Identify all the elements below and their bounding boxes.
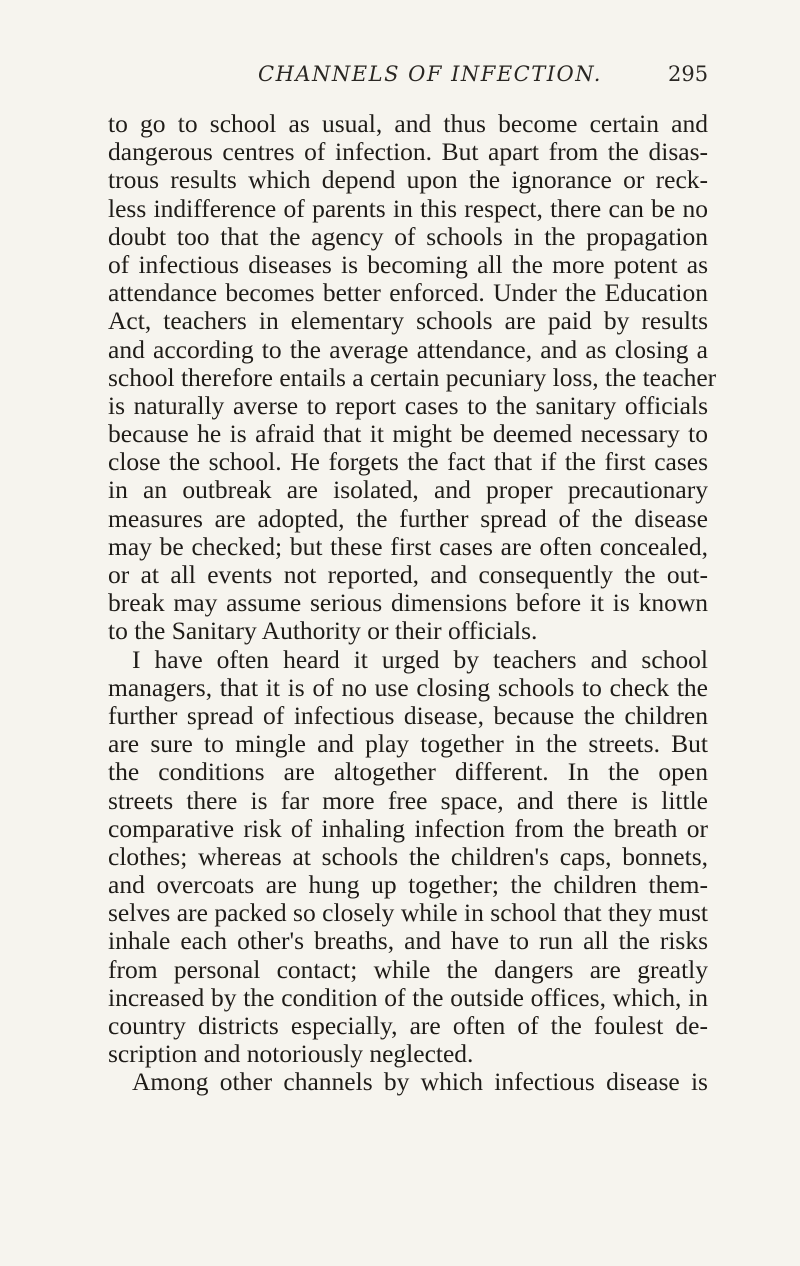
text-line: scription and notoriously neglected.: [108, 1039, 474, 1069]
text-line: and according to the average attendance, and as closing a: [108, 334, 708, 364]
text-line: Act, teachers in elementary schools are paid by results: [108, 306, 708, 336]
running-head-title: CHANNELS OF INFECTION.: [258, 62, 602, 86]
text-line: country districts especially, are often of the foulest de-: [108, 1011, 708, 1040]
text-line: and overcoats are hung up together; the children them-: [108, 870, 708, 900]
text-line: is naturally averse to report cases to the sanitary officials: [108, 390, 708, 420]
text-line: may be checked; but these first cases are often concealed,: [108, 531, 708, 561]
text-line: further spread of infectious disease, because the children: [108, 700, 708, 730]
text-line: clothes; whereas at schools the children's caps, bonnets,: [108, 841, 708, 871]
text-line: from personal contact; while the dangers are greatly: [108, 954, 708, 984]
text-line: dangerous centres of infection. But apart from the disas-: [108, 137, 708, 167]
text-line: attendance becomes better enforced. Under the Education: [108, 278, 708, 308]
text-line: I have often heard it urged by teachers and school: [132, 644, 708, 674]
text-line: break may assume serious dimensions before it is known: [108, 588, 708, 618]
text-line: measures are adopted, the further spread of the disease: [108, 503, 708, 533]
text-line: close the school. He forgets the fact that if the first cases: [108, 447, 708, 477]
text-line: of infectious diseases is becoming all the more potent as: [108, 249, 708, 279]
text-line: doubt too that the agency of schools in the propagation: [108, 221, 708, 251]
text-line: to the Sanitary Authority or their officials.: [108, 616, 538, 646]
text-line: or at all events not reported, and consequently the out-: [108, 560, 708, 589]
text-line: comparative risk of inhaling infection from the breath or: [108, 813, 708, 843]
text-line: the conditions are altogether different. In the open: [108, 757, 708, 787]
text-line: in an outbreak are isolated, and proper precautionary: [108, 475, 708, 505]
page-number: 295: [668, 62, 709, 86]
text-line: less indifference of parents in this respect, there can be no: [108, 193, 708, 223]
text-line: selves are packed so closely while in school that they must: [108, 898, 708, 928]
text-line: Among other channels by which infectious disease is: [132, 1067, 708, 1097]
text-line: trous results which depend upon the ignorance or reck-: [108, 165, 708, 195]
text-line: streets there is far more free space, and there is little: [108, 785, 708, 815]
text-line: managers, that it is of no use closing schools to check the: [108, 672, 708, 702]
text-line: school therefore entails a certain pecuniary loss, the teacher: [108, 362, 717, 392]
body-text: [108, 109, 717, 1097]
text-line: increased by the condition of the outside offices, which, in: [108, 982, 708, 1012]
text-line: to go to school as usual, and thus become certain and: [108, 109, 708, 138]
text-line: because he is afraid that it might be deemed necessary to: [108, 419, 708, 449]
text-line: inhale each other's breaths, and have to run all the risks: [108, 926, 708, 956]
text-line: are sure to mingle and play together in the streets. But: [108, 729, 708, 759]
